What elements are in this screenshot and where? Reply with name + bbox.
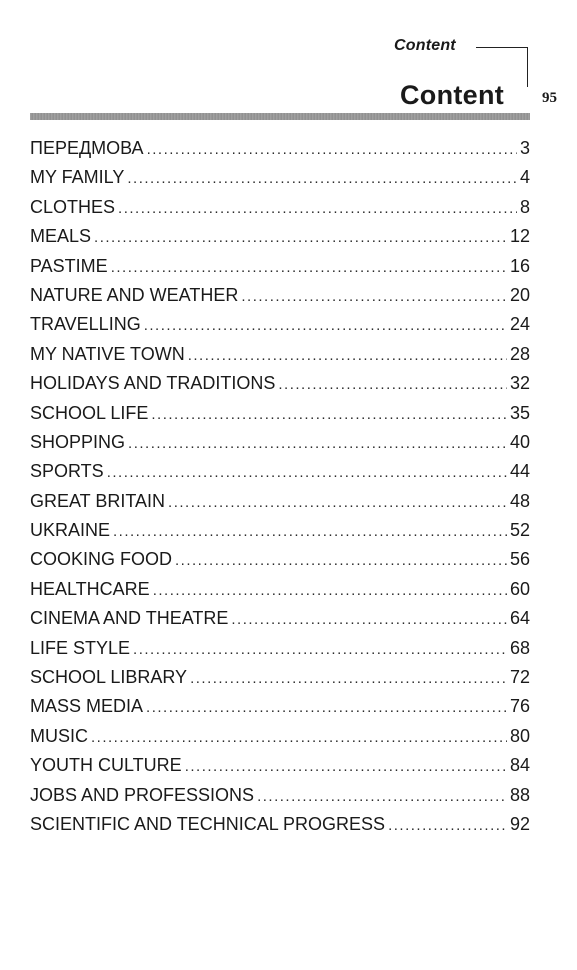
toc-entry-title: LIFE STYLE [30, 637, 131, 658]
toc-entry-title: SCHOOL LIFE [30, 402, 149, 423]
toc-entry-title: SCIENTIFIC AND TECHNICAL PROGRESS [30, 813, 386, 834]
toc-entry-page: 44 [509, 461, 530, 482]
toc-entry [30, 755, 530, 784]
toc-entry [30, 608, 530, 637]
toc-dot-leader [107, 464, 507, 481]
toc-dot-leader [144, 317, 507, 334]
toc-entry-page: 35 [509, 402, 530, 423]
toc-entry-title: PASTIME [30, 255, 108, 276]
toc-entry-page: 24 [509, 314, 530, 335]
running-title: Content [394, 37, 456, 54]
toc-entry-page: 56 [509, 549, 530, 570]
toc-entry [30, 461, 530, 490]
toc-dot-leader [153, 582, 507, 599]
toc-dot-leader [231, 611, 507, 628]
toc-entry-title: SPORTS [30, 461, 104, 482]
title-divider [30, 113, 530, 120]
toc-entry-title: HOLIDAYS AND TRADITIONS [30, 373, 276, 394]
toc-entry [30, 226, 530, 255]
toc-dot-leader [278, 376, 507, 393]
toc-entry-page: 20 [509, 284, 530, 305]
toc-entry [30, 403, 530, 432]
toc-entry-page: 40 [509, 431, 530, 452]
toc-dot-leader [185, 758, 507, 775]
toc-entry [30, 520, 530, 549]
toc-entry-title: SHOPPING [30, 431, 126, 452]
toc-entry-page: 76 [509, 696, 530, 717]
toc-dot-leader [127, 170, 517, 187]
header-rule-vertical [527, 47, 528, 87]
toc-entry-title: MY NATIVE TOWN [30, 343, 185, 364]
toc-entry-page: 3 [519, 138, 530, 158]
toc-dot-leader [188, 347, 507, 364]
toc-entry-title: MY FAMILY [30, 167, 125, 188]
toc-entry [30, 167, 530, 196]
toc-entry-title: ПЕРЕДМОВА [30, 138, 144, 158]
toc-dot-leader [118, 200, 517, 217]
toc-dot-leader [146, 699, 507, 716]
toc-dot-leader [128, 435, 507, 452]
toc-entry-title: CLOTHES [30, 196, 116, 217]
toc-entry [30, 696, 530, 725]
toc-entry-title: NATURE AND WEATHER [30, 284, 239, 305]
toc-entry-page: 12 [509, 226, 530, 247]
toc-entry-page: 32 [509, 373, 530, 394]
toc-entry-page: 8 [519, 196, 530, 217]
toc-entry-page: 60 [509, 578, 530, 599]
toc-dot-leader [151, 406, 507, 423]
toc-entry [30, 491, 530, 520]
toc-dot-leader [175, 552, 507, 569]
toc-entry-page: 16 [509, 255, 530, 276]
toc-entry-page: 72 [509, 667, 530, 688]
toc-dot-leader [388, 817, 507, 834]
toc-dot-leader [133, 641, 507, 658]
toc-entry-title: TRAVELLING [30, 314, 141, 335]
toc-entry [30, 314, 530, 343]
toc-entry [30, 667, 530, 696]
toc-entry-page: 4 [519, 167, 530, 188]
toc-entry [30, 785, 530, 814]
toc-entry-title: YOUTH CULTURE [30, 755, 182, 776]
toc-entry-title: UKRAINE [30, 520, 111, 541]
toc-entry [30, 726, 530, 755]
toc-entry-title: GREAT BRITAIN [30, 490, 166, 511]
toc-entry [30, 432, 530, 461]
toc-entry-title: HEALTHCARE [30, 578, 150, 599]
toc-entry-title: COOKING FOOD [30, 549, 173, 570]
toc-entry-page: 64 [509, 608, 530, 629]
toc-entry-title: SCHOOL LIBRARY [30, 667, 188, 688]
toc-dot-leader [168, 494, 507, 511]
toc-entry-page: 52 [509, 520, 530, 541]
toc-entry [30, 638, 530, 667]
toc-entry-page: 84 [509, 755, 530, 776]
page-title: Content [400, 80, 505, 110]
toc-entry [30, 285, 530, 314]
toc-entry [30, 197, 530, 226]
toc-entry [30, 814, 530, 843]
toc-entry [30, 344, 530, 373]
toc-entry-page: 92 [509, 813, 530, 834]
toc-dot-leader [257, 788, 507, 805]
toc-entry-page: 68 [509, 637, 530, 658]
toc-dot-leader [94, 229, 507, 246]
toc-entry [30, 256, 530, 285]
toc-dot-leader [147, 141, 517, 158]
toc-entry-title: MUSIC [30, 725, 88, 746]
toc-entry [30, 549, 530, 578]
toc-dot-leader [190, 670, 507, 687]
toc-dot-leader [91, 729, 507, 746]
page-number: 95 [542, 90, 557, 106]
toc-entry-page: 80 [509, 725, 530, 746]
toc-entry-title: MEALS [30, 226, 92, 247]
header-rule-horizontal [476, 47, 528, 48]
toc-entry-page: 48 [509, 490, 530, 511]
toc-entry [30, 138, 530, 167]
toc-dot-leader [111, 259, 507, 276]
toc-dot-leader [113, 523, 507, 540]
toc-entry-title: MASS MEDIA [30, 696, 144, 717]
toc-dot-leader [241, 288, 507, 305]
toc-entry-title: JOBS AND PROFESSIONS [30, 784, 255, 805]
toc-entry-title: CINEMA AND THEATRE [30, 608, 229, 629]
table-of-contents [30, 138, 530, 843]
toc-entry-page: 88 [509, 784, 530, 805]
toc-entry [30, 579, 530, 608]
toc-entry-page: 28 [509, 343, 530, 364]
toc-entry [30, 373, 530, 402]
